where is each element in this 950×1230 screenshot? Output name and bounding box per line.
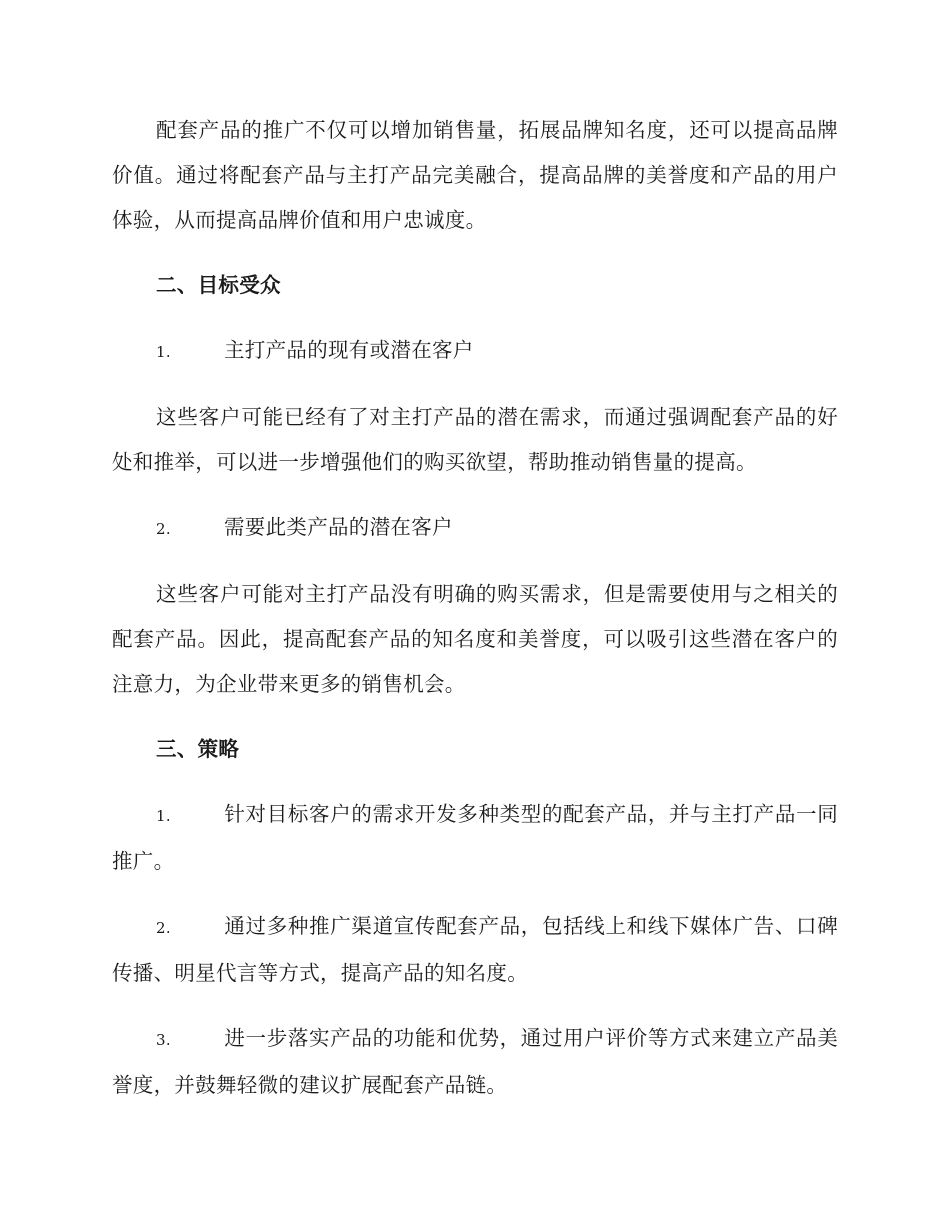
list-number: 2. (156, 520, 171, 538)
audience-item-title: 需要此类产品的潜在客户 (224, 515, 453, 539)
strategy-item-text: 进一步落实产品的功能和优势，通过用户评价等方式来建立产品美誉度，并鼓舞轻微的建议扩展配套产品链。 (112, 1026, 838, 1097)
list-number: 3. (156, 1031, 171, 1049)
list-number: 1. (156, 343, 171, 361)
strategy-item-1 (112, 792, 838, 884)
audience-item-title: 主打产品的现有或潜在客户 (224, 338, 474, 362)
list-number: 2. (156, 919, 171, 937)
strategy-item-text: 针对目标客户的需求开发多种类型的配套产品，并与主打产品一同推广。 (112, 802, 838, 873)
section-heading-target-audience: 二、目标受众 (156, 273, 281, 297)
section-heading-strategy: 三、策略 (156, 737, 240, 761)
intro-paragraph: 配套产品的推广不仅可以增加销售量，拓展品牌知名度，还可以提高品牌价值。通过将配套产品与主打产品完美融合，提高品牌的美誉度和产品的用户体验，从而提高品牌价值和用户忠诚度。 (112, 118, 838, 232)
audience-item-1 (112, 328, 838, 375)
audience-item-2 (112, 505, 838, 552)
strategy-item-3 (112, 1016, 838, 1108)
strategy-item-2 (112, 904, 838, 996)
audience-item-description: 这些客户可能已经有了对主打产品的潜在需求，而通过强调配套产品的好处和推举，可以进一步增强他们的购买欲望，帮助推动销售量的提高。 (112, 405, 838, 474)
audience-item-description: 这些客户可能对主打产品没有明确的购买需求，但是需要使用与之相关的配套产品。因此，提高配套产品的知名度和美誉度，可以吸引这些潜在客户的注意力，为企业带来更多的销售机会。 (112, 582, 838, 696)
strategy-item-text: 通过多种推广渠道宣传配套产品，包括线上和线下媒体广告、口碑传播、明星代言等方式，提高产品的知名度。 (112, 914, 838, 985)
list-number: 1. (156, 807, 171, 825)
